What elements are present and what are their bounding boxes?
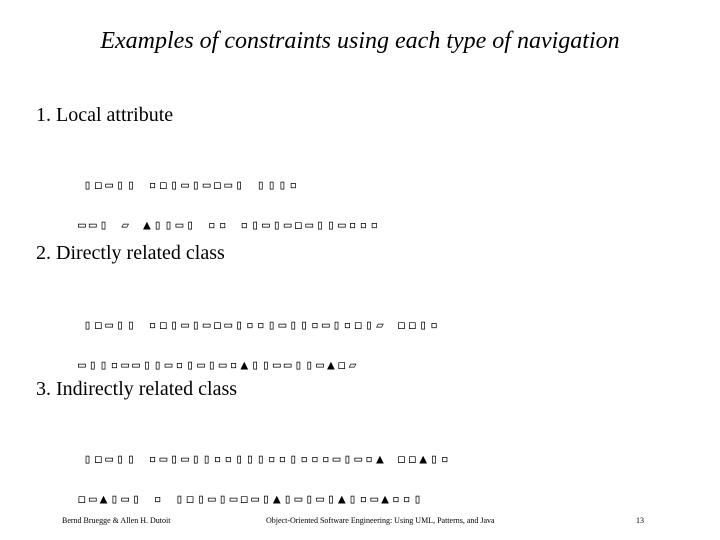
ocl-line-2: ▭▭▯ ▱ ▲▯▯▭▯ ▫▫ ▫▯▭▯▭◻▭▯▯▭▫▫▫ — [78, 218, 382, 233]
section-heading-local-attribute: 1. Local attribute — [36, 104, 174, 126]
ocl-constraint-local-attribute — [62, 156, 381, 256]
ocl-constraint-indirectly-related-class — [62, 430, 452, 530]
footer-page-number: 13 — [636, 516, 644, 525]
section-heading-indirectly-related-class: 3. Indirectly related class — [36, 378, 238, 400]
footer-book-title: Object-Oriented Software Engineering: Using UML, Patterns, and Java — [266, 516, 495, 525]
ocl-line-2: ▭▯▯▫▭▭▯▯▭▫▯▭▯▭▫▲▯▯▭▭▯▯▭▲◻▱ — [78, 358, 360, 373]
ocl-line-1: ▯◻▭▯▯ ▫◻▯▭▯▭◻▭▯▫▫▯▭▯▯▫▭▯▫◻▯▱ ◻◻▯▫ — [83, 318, 441, 333]
section-heading-directly-related-class: 2. Directly related class — [36, 242, 225, 264]
ocl-line-2: ◻▭▲▯▭▯ ▫ ▯◻▯▭▯▭◻▭▯▲▯▭▯▭▯▲▯▫▭▲▫▫▯ — [78, 492, 425, 507]
ocl-line-1: ▯◻▭▯▯ ▫◻▯▭▯▭◻▭▯ ▯▯▯▫ — [83, 178, 301, 193]
ocl-line-1: ▯◻▭▯▯ ▫▭▯▭▯▯▫▫▯▯▯▫▫▯▫▫▫▭▯▭▫▲ ◻◻▲▯▫ — [83, 452, 452, 467]
footer-authors: Bernd Bruegge & Allen H. Dutoit — [62, 516, 171, 525]
slide-title: Examples of constraints using each type of navigation — [100, 28, 620, 54]
